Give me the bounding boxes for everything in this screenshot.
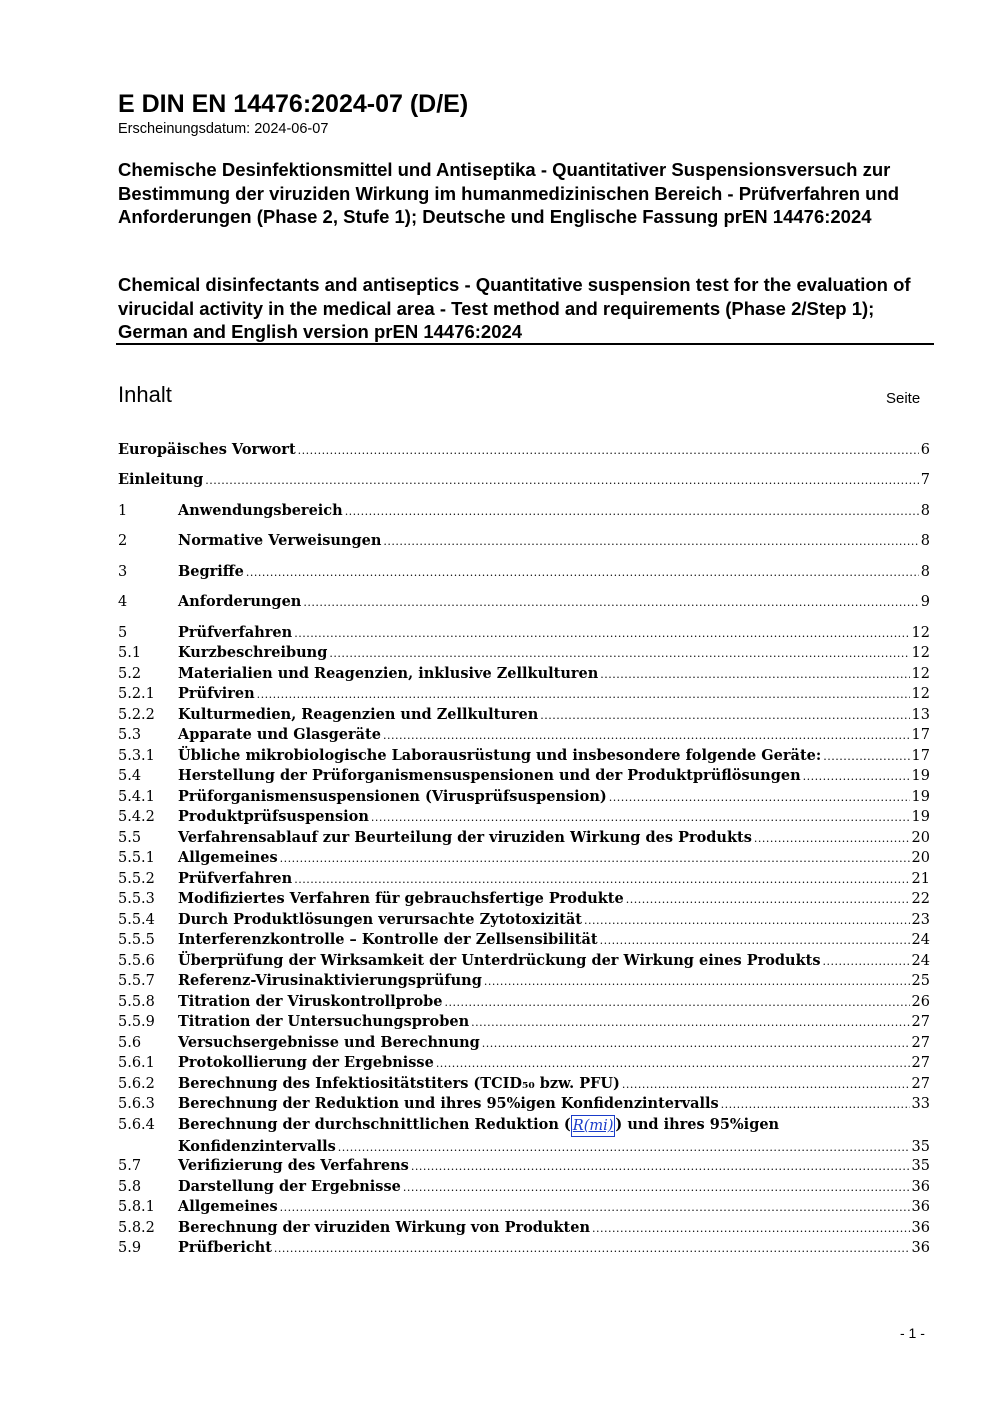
- toc-leader: [303, 592, 918, 613]
- toc-entry-title: Verfahrensablauf zur Beurteilung der viruziden Wirkung des Produkts: [178, 829, 752, 846]
- toc-entry[interactable]: [118, 766, 930, 787]
- toc-entry-number: 5.5.5: [118, 932, 155, 948]
- toc-leader: [205, 470, 919, 491]
- toc-leader: [383, 725, 910, 746]
- toc-entry[interactable]: [118, 1074, 930, 1095]
- toc-leader: [540, 705, 909, 726]
- toc-entry[interactable]: [118, 1012, 930, 1033]
- toc-entry[interactable]: [118, 725, 930, 746]
- toc-entry-page: 36: [911, 1179, 930, 1195]
- toc-entry[interactable]: [118, 623, 930, 644]
- toc-entry-title: Produktprüfsuspension: [178, 808, 369, 825]
- toc-leader: [600, 930, 910, 951]
- toc-entry[interactable]: [118, 1094, 930, 1115]
- toc-entry[interactable]: [118, 1053, 930, 1074]
- toc-entry-title: Kulturmedien, Reagenzien und Zellkulturen: [178, 706, 539, 723]
- toc-entry-page: 8: [920, 564, 930, 580]
- toc-entry-page: 12: [911, 625, 930, 641]
- toc-entry-wrapped[interactable]: [118, 1115, 930, 1158]
- toc-leader: [436, 1053, 910, 1074]
- toc-entry-page: 21: [911, 871, 930, 887]
- toc-entry-title: Normative Verweisungen: [178, 532, 382, 549]
- toc-entry-number: 5.5.9: [118, 1014, 155, 1030]
- toc-leader: [584, 910, 910, 931]
- toc-entry-page: 36: [911, 1220, 930, 1236]
- toc-entry-title: Herstellung der Prüforganismensuspensionen und der Produktprüflösungen: [178, 767, 801, 784]
- toc-entry[interactable]: [118, 1156, 930, 1177]
- page-number: - 1 -: [900, 1325, 925, 1341]
- toc-entry-line-2: [118, 1137, 930, 1158]
- toc-entry-number: 5.6.2: [118, 1076, 155, 1092]
- toc-leader: [823, 951, 910, 972]
- toc-entry-title: Protokollierung der Ergebnisse: [178, 1054, 434, 1071]
- toc-entry-line-1: [118, 1115, 930, 1137]
- toc-leader: [622, 1074, 910, 1095]
- toc-entry-number: 5.6: [118, 1035, 142, 1051]
- toc-entry[interactable]: [118, 930, 930, 951]
- toc-entry-title: Prüfverfahren: [178, 870, 293, 887]
- toc-entry-page: 24: [911, 932, 930, 948]
- toc-entry-number: 5.5: [118, 830, 142, 846]
- toc-entry-page: 19: [911, 768, 930, 784]
- toc-entry-title: Durch Produktlösungen verursachte Zytotoxizität: [178, 911, 583, 928]
- toc-entry-number: 5.2.2: [118, 707, 155, 723]
- toc-entry-number: 5.4.1: [118, 789, 155, 805]
- toc-entry[interactable]: [118, 592, 930, 613]
- toc-entry-page: 35: [911, 1139, 930, 1155]
- toc-entry[interactable]: [118, 705, 930, 726]
- toc-leader: [823, 746, 909, 767]
- toc-entry[interactable]: [118, 951, 930, 972]
- toc-entry-page: 20: [911, 850, 930, 866]
- toc-leader: [298, 440, 919, 461]
- toc-leader: [383, 531, 918, 552]
- toc-leader: [338, 1137, 910, 1158]
- toc-entry-title: Titration der Untersuchungsproben: [178, 1013, 470, 1030]
- toc-leader: [294, 623, 909, 644]
- toc-entry-title: Darstellung der Ergebnisse: [178, 1178, 401, 1195]
- toc-leader: [600, 664, 909, 685]
- toc-entry-number: 5.6.3: [118, 1096, 155, 1112]
- toc-entry[interactable]: [118, 889, 930, 910]
- document-id: E DIN EN 14476:2024-07 (D/E): [118, 90, 469, 118]
- toc-entry-page: 36: [911, 1199, 930, 1215]
- toc-entry-title: Kurzbeschreibung: [178, 644, 328, 661]
- toc-entry-number: 1: [118, 503, 128, 519]
- toc-entry-page: 9: [920, 594, 930, 610]
- toc-entry-page: 17: [911, 727, 930, 743]
- toc-entry[interactable]: [118, 848, 930, 869]
- toc-entry-number: 5.5.3: [118, 891, 155, 907]
- toc-leader: [471, 1012, 909, 1033]
- toc-entry-title-line2: Konfidenzintervalls: [178, 1138, 336, 1155]
- toc-leader: [274, 1238, 910, 1259]
- toc-entry[interactable]: [118, 440, 930, 461]
- toc-entry-title: Berechnung der viruziden Wirkung von Produkten: [178, 1219, 590, 1236]
- toc-entry-number: 5.7: [118, 1158, 142, 1174]
- toc-entry-page: 36: [911, 1240, 930, 1256]
- toc-leader: [721, 1094, 910, 1115]
- title-english: Chemical disinfectants and antiseptics - Quantitative suspension test for the evaluation of virucidal activity in the medical area - Test method and requirements (Phase 2/Step 1); German and English version prEN 14476:2024: [118, 274, 911, 342]
- toc-entry-page: 19: [911, 809, 930, 825]
- toc-entry[interactable]: [118, 684, 930, 705]
- toc-entry-page: 8: [920, 503, 930, 519]
- toc-entry-title: Modifiziertes Verfahren für gebrauchsfertige Produkte: [178, 890, 624, 907]
- toc-entry-title: Überprüfung der Wirksamkeit der Unterdrückung der Wirkung eines Produkts: [178, 952, 821, 969]
- toc-heading: Inhalt: [118, 382, 172, 407]
- toc-entry-title: Begriffe: [178, 563, 244, 580]
- toc-entry-page: 25: [911, 973, 930, 989]
- toc-leader: [246, 562, 919, 583]
- toc-entry-page: 19: [911, 789, 930, 805]
- toc-entry-title: Anwendungsbereich: [178, 502, 343, 519]
- toc-entry[interactable]: [118, 992, 930, 1013]
- toc-leader: [329, 643, 909, 664]
- title-german: Chemische Desinfektionsmittel und Antiseptika - Quantitativer Suspensionsversuch zur Bestimmung der viruziden Wirkung im humanmedizinischen Bereich - Prüfverfahren und Anforderungen (Phase 2, Stufe 1); Deutsche und Englische Fassung prEN 14476:2024: [118, 159, 900, 227]
- toc-entry-title: Allgemeines: [178, 849, 278, 866]
- toc-entry-title-part2: ) und ihres 95%igen: [615, 1116, 780, 1133]
- toc-entry-number: 5: [118, 625, 128, 641]
- toc-entry-title: Prüfbericht: [178, 1239, 272, 1256]
- toc-entry-number: 3: [118, 564, 128, 580]
- toc-entry-title: Anforderungen: [178, 593, 302, 610]
- toc-entry-number: 5.8.1: [118, 1199, 155, 1215]
- toc-entry-page: 8: [920, 533, 930, 549]
- toc-leader: [626, 889, 910, 910]
- toc-entry-page: 6: [920, 442, 930, 458]
- toc-entry-number: 5.8.2: [118, 1220, 155, 1236]
- toc-leader: [484, 971, 910, 992]
- toc-entry[interactable]: [118, 971, 930, 992]
- toc-entry-title: Berechnung des Infektiositätstiters (TCID₅₀ bzw. PFU): [178, 1075, 620, 1092]
- toc-entry[interactable]: [118, 1033, 930, 1054]
- toc-entry-title: Prüfviren: [178, 685, 255, 702]
- toc-entry-title: Versuchsergebnisse und Berechnung: [178, 1034, 480, 1051]
- toc-entry-number: 5.3.1: [118, 748, 155, 764]
- formula-reference-link[interactable]: R(mi): [571, 1115, 616, 1137]
- toc-entry[interactable]: [118, 1238, 930, 1259]
- toc-entry-number: 5.5.1: [118, 850, 155, 866]
- toc-entry[interactable]: [118, 787, 930, 808]
- toc-entry-title: Interferenzkontrolle – Kontrolle der Zellsensibilität: [178, 931, 598, 948]
- toc-entry-page: 17: [911, 748, 930, 764]
- toc-entry-page: 22: [911, 891, 930, 907]
- toc-leader: [803, 766, 910, 787]
- toc-entry-page: 27: [911, 1076, 930, 1092]
- toc-leader: [280, 1197, 910, 1218]
- toc-entry-title: Apparate und Glasgeräte: [178, 726, 381, 743]
- toc-entry-title: Referenz-Virusinaktivierungsprüfung: [178, 972, 482, 989]
- toc-entry-number: 5.5.2: [118, 871, 155, 887]
- toc-leader: [609, 787, 910, 808]
- toc-entry[interactable]: [118, 1197, 930, 1218]
- toc-entry-page: 27: [911, 1055, 930, 1071]
- toc-entry-page: 26: [911, 994, 930, 1010]
- toc-entry-page: 23: [911, 912, 930, 928]
- toc-leader: [257, 684, 910, 705]
- toc-entry-number: 5.6.1: [118, 1055, 155, 1071]
- toc-entry-number: 5.4: [118, 768, 142, 784]
- toc-entry-number: 5.8: [118, 1179, 142, 1195]
- toc-entry[interactable]: [118, 562, 930, 583]
- toc-entry-title: Allgemeines: [178, 1198, 278, 1215]
- toc-entry[interactable]: [118, 501, 930, 522]
- toc-entry[interactable]: [118, 869, 930, 890]
- toc-entry-number: 5.3: [118, 727, 142, 743]
- toc-entry-title-part1: Berechnung der durchschnittlichen Reduktion (: [178, 1116, 571, 1133]
- toc-entry-title: Übliche mikrobiologische Laborausrüstung und insbesondere folgende Geräte:: [178, 747, 822, 764]
- toc-entry-title: Europäisches Vorwort: [118, 441, 296, 458]
- toc-entry-title: Berechnung der Reduktion und ihres 95%igen Konfidenzintervalls: [178, 1095, 719, 1112]
- toc-entry-number: 5.9: [118, 1240, 142, 1256]
- toc-entry[interactable]: [118, 664, 930, 685]
- toc-entry-number: 5.5.8: [118, 994, 155, 1010]
- toc-entry-number: 5.4.2: [118, 809, 155, 825]
- toc-entry-page: 12: [911, 666, 930, 682]
- toc-entry[interactable]: [118, 1218, 930, 1239]
- toc-entry-number: 5.5.7: [118, 973, 155, 989]
- toc-leader: [482, 1033, 910, 1054]
- toc-leader: [345, 501, 919, 522]
- toc-entry-title: Verifizierung des Verfahrens: [178, 1157, 409, 1174]
- toc-entry-page: 20: [911, 830, 930, 846]
- toc-entry[interactable]: [118, 807, 930, 828]
- toc-entry-title: Einleitung: [118, 471, 204, 488]
- toc-entry-number: 5.5.6: [118, 953, 155, 969]
- toc-entry[interactable]: [118, 828, 930, 849]
- toc-entry-title: Titration der Viruskontrollprobe: [178, 993, 443, 1010]
- toc-entry-page: 7: [920, 472, 930, 488]
- toc-page-label: Seite: [886, 390, 921, 407]
- toc-entry-number: 4: [118, 594, 128, 610]
- toc-entry-number: 5.5.4: [118, 912, 155, 928]
- toc-entry-page: 12: [911, 686, 930, 702]
- toc-leader: [294, 869, 909, 890]
- toc-entry-page: 27: [911, 1035, 930, 1051]
- toc-leader: [445, 992, 910, 1013]
- publication-date: Erscheinungsdatum: 2024-06-07: [118, 121, 329, 137]
- toc-entry-number: 5.6.4: [118, 1117, 155, 1133]
- toc-entry-title: Prüfverfahren: [178, 624, 293, 641]
- toc-leader: [754, 828, 910, 849]
- toc-entry-number: 2: [118, 533, 128, 549]
- toc-leader: [592, 1218, 910, 1239]
- toc-entry[interactable]: [118, 470, 930, 491]
- toc-entry-title: Materialien und Reagenzien, inklusive Zellkulturen: [178, 665, 599, 682]
- toc-entry-title: Prüforganismensuspensionen (Virusprüfsuspension): [178, 788, 607, 805]
- toc-leader: [403, 1177, 910, 1198]
- toc-entry[interactable]: [118, 1177, 930, 1198]
- toc-entry-page: 33: [911, 1096, 930, 1112]
- toc-entry-number: 5.2: [118, 666, 142, 682]
- toc-leader: [411, 1156, 910, 1177]
- toc-leader: [280, 848, 910, 869]
- toc-entry-page: 13: [911, 707, 930, 723]
- toc-entry-number: 5.1: [118, 645, 142, 661]
- toc-entry-page: 12: [911, 645, 930, 661]
- toc-entry[interactable]: [118, 910, 930, 931]
- toc-entry-page: 27: [911, 1014, 930, 1030]
- toc-entry-number: 5.2.1: [118, 686, 155, 702]
- toc-leader: [371, 807, 910, 828]
- toc-entry[interactable]: [118, 643, 930, 664]
- toc-entry[interactable]: [118, 746, 930, 767]
- toc-entry-page: 24: [911, 953, 930, 969]
- toc-entry[interactable]: [118, 531, 930, 552]
- toc-entry-page: 35: [911, 1158, 930, 1174]
- header-rule: [116, 343, 934, 345]
